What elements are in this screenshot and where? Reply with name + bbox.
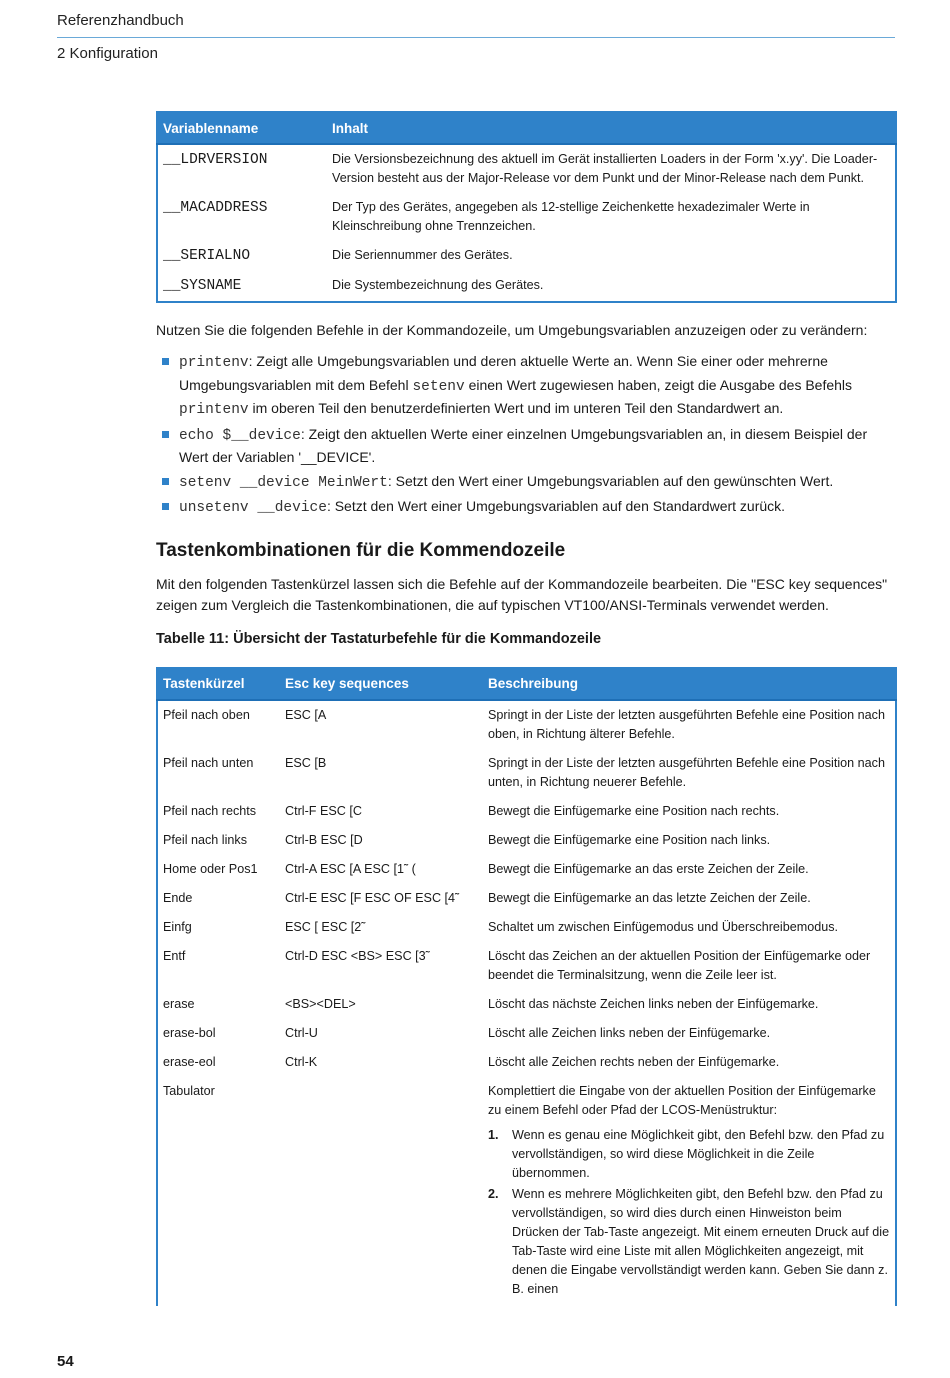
- variables-table: [156, 111, 897, 303]
- list-item-setenv: [156, 471, 895, 495]
- variable-name: __SYSNAME: [163, 278, 242, 294]
- shortcut-description: Bewegt die Einfügemarke an das erste Zeichen der Zeile.: [488, 861, 809, 876]
- table-caption: Tabelle 11: Übersicht der Tastaturbefehle für die Kommandozeile: [156, 630, 602, 647]
- shortcut-description: Löscht das Zeichen an der aktuellen Position der Einfügemarke oder beendet die Terminalsitzung, wenn die Zeile leer ist.: [488, 948, 871, 982]
- bullet-icon: [162, 503, 169, 510]
- tab-description: Komplettiert die Eingabe von der aktuellen Position der Einfügemarke zu einem Befehl oder Pfad der LCOS-Menüstruktur:: [488, 1083, 876, 1117]
- bullet-icon: [162, 431, 169, 438]
- table-row: [157, 241, 896, 271]
- command-code: printenv: [179, 402, 249, 418]
- table-row: [157, 144, 896, 193]
- command-code: setenv __device MeinWert: [179, 474, 388, 491]
- bullet-icon: [162, 478, 169, 485]
- command-code: printenv: [179, 355, 249, 371]
- column-header-variablenname: Variablenname: [157, 112, 327, 144]
- shortcut-key: erase: [163, 996, 195, 1011]
- command-code: setenv: [412, 378, 465, 395]
- shortcut-description: Löscht das nächste Zeichen links neben der Einfügemarke.: [488, 996, 819, 1011]
- command-description: : Setzt den Wert einer Umgebungsvariablen auf den Standardwert zurück.: [326, 498, 786, 514]
- variable-name: __LDRVERSION: [163, 152, 268, 168]
- esc-sequence: Ctrl-F ESC [C: [285, 803, 362, 818]
- list-item: [488, 1126, 890, 1183]
- esc-sequence: [280, 1077, 483, 1306]
- esc-sequence: Ctrl-A ESC [A ESC [1˜ (: [285, 861, 416, 876]
- step-number: 2.: [488, 1186, 499, 1201]
- command-description: : Setzt den Wert einer Umgebungsvariablen auf den gewünschten Wert.: [387, 472, 834, 489]
- esc-sequence: Ctrl-B ESC [D: [285, 832, 363, 847]
- list-item-unsetenv: [156, 496, 895, 520]
- column-header-esc-key-sequences: Esc key sequences: [280, 668, 483, 700]
- table-row: [157, 1048, 896, 1077]
- command-code: echo $__device: [179, 427, 301, 444]
- header-divider: [57, 37, 895, 38]
- shortcut-key: erase-eol: [163, 1054, 216, 1069]
- table-row: [157, 700, 896, 749]
- table-header-row: [157, 112, 896, 144]
- shortcut-key: erase-bol: [163, 1025, 216, 1040]
- variable-content: Die Versionsbezeichnung des aktuell im Gerät installierten Loaders in der Form 'x.yy'. Die Loader-Version besteht aus der Major-Release vor dem Punkt und der Minor-Release nach dem Punkt.: [332, 152, 878, 185]
- bullet-icon: [162, 358, 169, 365]
- table-row: [157, 271, 896, 302]
- table-row: [157, 193, 896, 241]
- esc-sequence: ESC [B: [285, 755, 327, 770]
- step-text: Wenn es genau eine Möglichkeit gibt, den Befehl bzw. den Pfad zu vervollständigen, so wird diese Möglichkeit in die Zeile übernommen.: [512, 1127, 885, 1180]
- command-code: unsetenv __device: [179, 500, 327, 516]
- variable-content: Die Seriennummer des Gerätes.: [332, 248, 513, 262]
- tab-steps-list: [488, 1126, 890, 1299]
- shortcut-description: Löscht alle Zeichen links neben der Einfügemarke.: [488, 1025, 771, 1040]
- column-header-beschreibung: Beschreibung: [483, 668, 896, 700]
- variable-name: __SERIALNO: [163, 248, 251, 264]
- esc-sequence: Ctrl-D ESC <BS> ESC [3˜: [285, 948, 430, 963]
- list-item-printenv: [156, 351, 895, 422]
- table-row: [157, 749, 896, 797]
- shortcut-key: Einfg: [163, 919, 192, 934]
- table-row: [157, 1077, 896, 1306]
- shortcut-key: Pfeil nach rechts: [163, 803, 257, 818]
- main-content: [156, 111, 895, 1306]
- column-header-tastenkuerzel: Tastenkürzel: [157, 668, 280, 700]
- shortcut-key: Tabulator: [163, 1083, 215, 1098]
- step-number: 1.: [488, 1127, 499, 1142]
- esc-sequence: ESC [ ESC [2˜: [285, 919, 366, 934]
- table-row: [157, 884, 896, 913]
- shortcut-key: Ende: [163, 890, 193, 905]
- section-heading: Tastenkombinationen für die Kommendozeile: [156, 539, 566, 561]
- column-header-inhalt: Inhalt: [327, 112, 896, 144]
- table-row: [157, 990, 896, 1019]
- chapter-title: 2 Konfiguration: [57, 45, 158, 62]
- table-row: [157, 942, 896, 990]
- page-number: 54: [57, 1353, 74, 1370]
- shortcut-description: Springt in der Liste der letzten ausgeführten Befehle eine Position nach oben, in Richtung älterer Befehle.: [488, 707, 885, 741]
- commands-intro: Nutzen Sie die folgenden Befehle in der Kommandozeile, um Umgebungsvariablen anzuzeigen oder zu verändern:: [156, 322, 868, 338]
- table-row: [157, 855, 896, 884]
- esc-sequence: Ctrl-U: [285, 1025, 318, 1040]
- table-row: [157, 797, 896, 826]
- page-header: [57, 10, 895, 65]
- table-row: [157, 826, 896, 855]
- document-title: Referenzhandbuch: [57, 12, 184, 29]
- shortcut-description: Bewegt die Einfügemarke eine Position nach links.: [488, 832, 771, 847]
- esc-sequence: Ctrl-E ESC [F ESC OF ESC [4˜: [285, 890, 460, 905]
- shortcut-description: [483, 1077, 896, 1306]
- shortcut-description: Löscht alle Zeichen rechts neben der Einfügemarke.: [488, 1054, 780, 1069]
- shortcut-key: Home oder Pos1: [163, 861, 258, 876]
- esc-sequence: Ctrl-K: [285, 1054, 318, 1069]
- shortcut-key: Pfeil nach links: [163, 832, 247, 847]
- shortcut-key: Entf: [163, 948, 186, 963]
- step-text: Wenn es mehrere Möglichkeiten gibt, den Befehl bzw. den Pfad zu vervollständigen, so wird dies durch einen Hinweiston beim Drücken der Tab-Taste angezeigt. Mit einem erneuten Druck auf die Tab-Taste wird eine Liste mit allen Möglichkeiten angezeigt, mit denen die Eingabe vervollständigt werden kann. Geben Sie dann z. B. einen: [512, 1186, 890, 1296]
- shortcut-key: Pfeil nach unten: [163, 755, 254, 770]
- esc-sequence: <BS><DEL>: [285, 996, 356, 1011]
- table-header-row: [157, 668, 896, 700]
- list-item-echo: [156, 424, 895, 469]
- shortcut-description: Bewegt die Einfügemarke an das letzte Zeichen der Zeile.: [488, 890, 811, 905]
- shortcut-key: Pfeil nach oben: [163, 707, 250, 722]
- command-description: : Zeigt alle Umgebungsvariablen und deren aktuelle Werte an. Wenn Sie einer oder mehrerne Umgebungsvariablen mit dem Befehl: [179, 353, 828, 393]
- variable-content: Die Systembezeichnung des Gerätes.: [332, 278, 544, 292]
- shortcut-description: Springt in der Liste der letzten ausgeführten Befehle eine Position nach unten, in Richtung neuerer Befehle.: [488, 755, 885, 789]
- esc-sequence: ESC [A: [285, 707, 327, 722]
- variable-name: __MACADDRESS: [163, 200, 268, 216]
- shortcut-description: Schaltet um zwischen Einfügemodus und Überschreibemodus.: [488, 919, 839, 934]
- command-description: einen Wert zugewiesen haben, zeigt die Ausgabe des Befehls: [464, 376, 853, 393]
- shortcuts-table: [156, 667, 897, 1306]
- command-description: im oberen Teil den benutzerdefinierten Wert und im unteren Teil den Standardwert an.: [248, 400, 784, 416]
- table-row: [157, 1019, 896, 1048]
- table-row: [157, 913, 896, 942]
- command-list: [156, 351, 895, 520]
- shortcut-description: Bewegt die Einfügemarke eine Position nach rechts.: [488, 803, 780, 818]
- section-paragraph: Mit den folgenden Tastenkürzel lassen sich die Befehle auf der Kommandozeile bearbeiten. Die "ESC key sequences" zeigen zum Vergleich die Tastenkombinationen, die auf typischen VT100/ANSI-Terminals verwendet werden.: [156, 575, 888, 613]
- variable-content: Der Typ des Gerätes, angegeben als 12-stellige Zeichenkette hexadezimaler Werte in Kleinschreibung ohne Trennzeichen.: [332, 200, 810, 233]
- list-item: [488, 1185, 890, 1299]
- command-description: : Zeigt den aktuellen Werte einer einzelnen Umgebungsvariablen an, in diesem Beispiel der Wert der Variablen '__DEVICE'.: [179, 425, 868, 465]
